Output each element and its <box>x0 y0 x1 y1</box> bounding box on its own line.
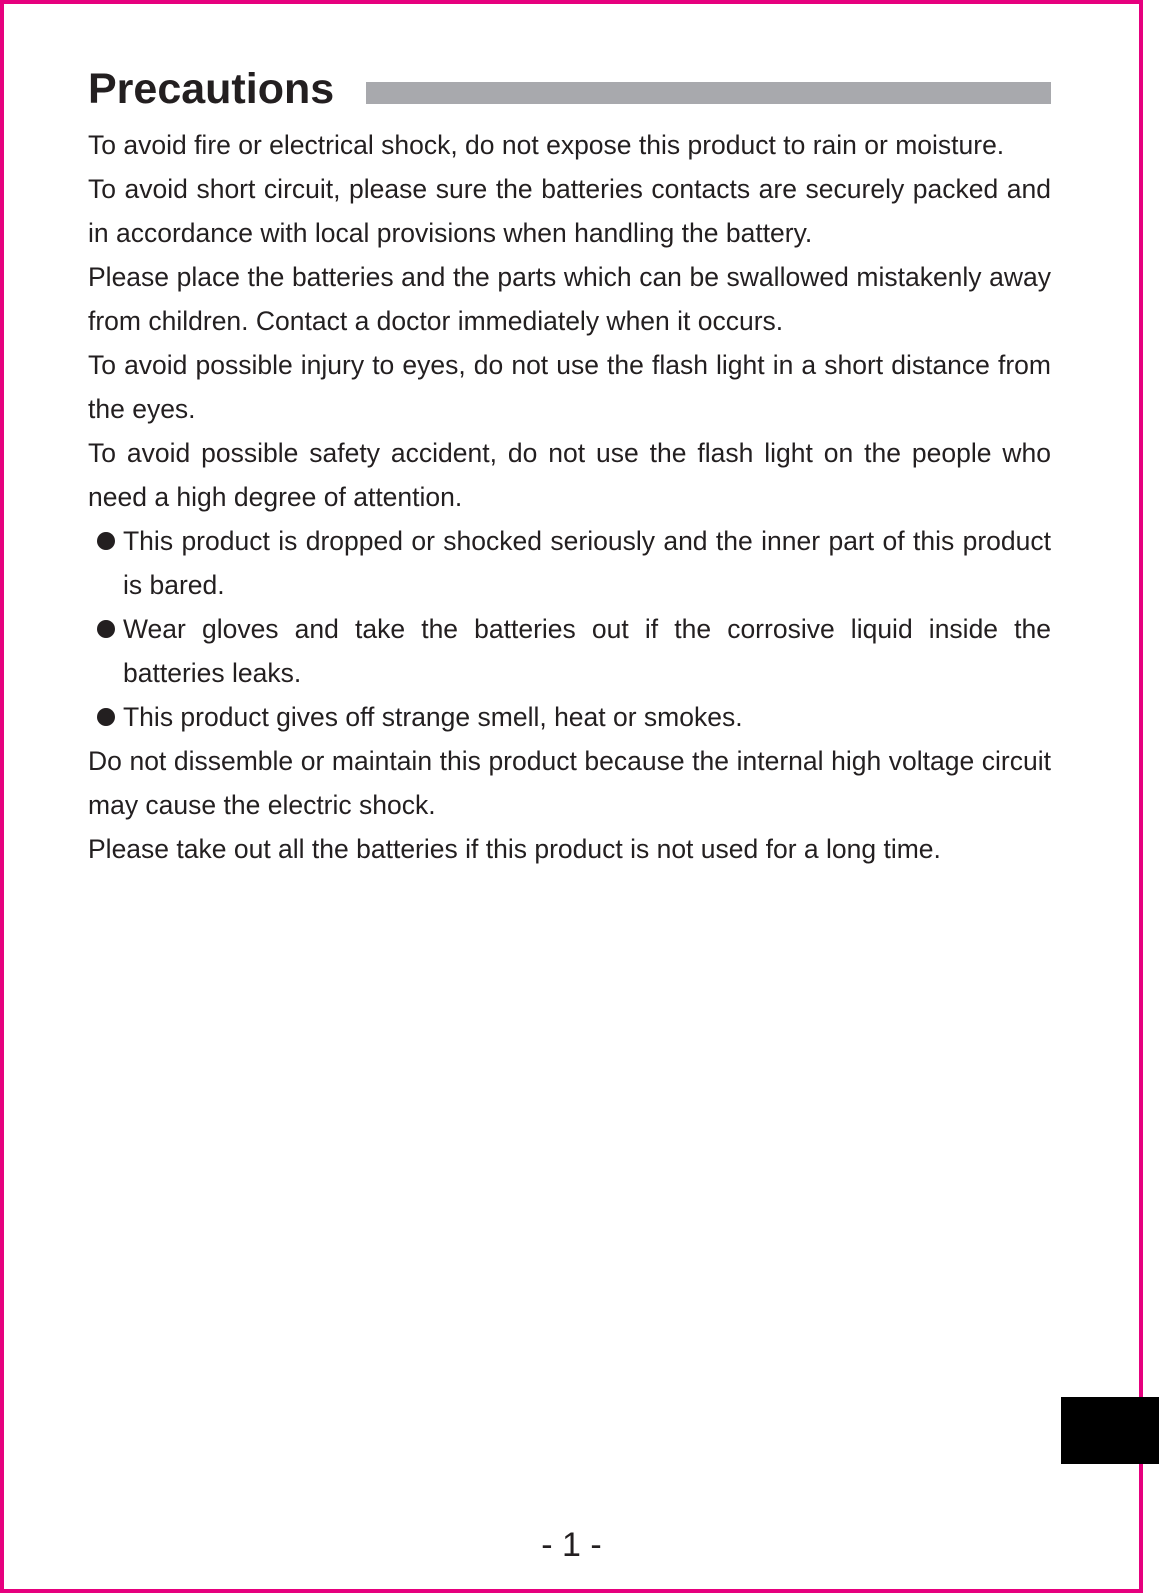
paragraph-rain-moisture: To avoid fire or electrical shock, do not expose this product to rain or moisture. <box>88 130 1005 160</box>
title-rule-bar <box>366 82 1051 104</box>
bullet-list <box>88 519 1051 739</box>
section-header <box>88 62 1051 117</box>
bullet-dot-icon <box>97 708 115 726</box>
paragraph-dissemble: Do not dissemble or maintain this product because the internal high voltage circuit may cause the electric shock. <box>88 746 1051 820</box>
paragraph-remove-batteries: Please take out all the batteries if this product is not used for a long time. <box>88 834 941 864</box>
bullet-dot-icon <box>97 620 115 638</box>
paragraph-children: Please place the batteries and the parts which can be swallowed mistakenly away from children. Contact a doctor immediately when it occurs. <box>88 262 1051 336</box>
section-thumb-tab <box>1061 1397 1159 1464</box>
bullet-dot-icon <box>97 532 115 550</box>
list-item-text: This product gives off strange smell, heat or smokes. <box>123 702 743 732</box>
paragraph-short-circuit: To avoid short circuit, please sure the batteries contacts are securely packed and in accordance with local provisions when handling the battery. <box>88 174 1051 248</box>
list-item <box>88 519 1051 607</box>
list-item-text: Wear gloves and take the batteries out if the corrosive liquid inside the batteries leaks. <box>123 614 1051 688</box>
list-item <box>88 607 1051 695</box>
page-title: Precautions <box>88 65 335 113</box>
precautions-body <box>88 123 1051 871</box>
list-item <box>88 695 1051 739</box>
page-number: - 1 - <box>541 1526 602 1564</box>
list-item-text: This product is dropped or shocked seriously and the inner part of this product is bared. <box>123 526 1051 600</box>
paragraph-eye-injury: To avoid possible injury to eyes, do not use the flash light in a short distance from the eyes. <box>88 350 1051 424</box>
paragraph-safety-accident: To avoid possible safety accident, do not use the flash light on the people who need a high degree of attention. <box>88 438 1051 512</box>
